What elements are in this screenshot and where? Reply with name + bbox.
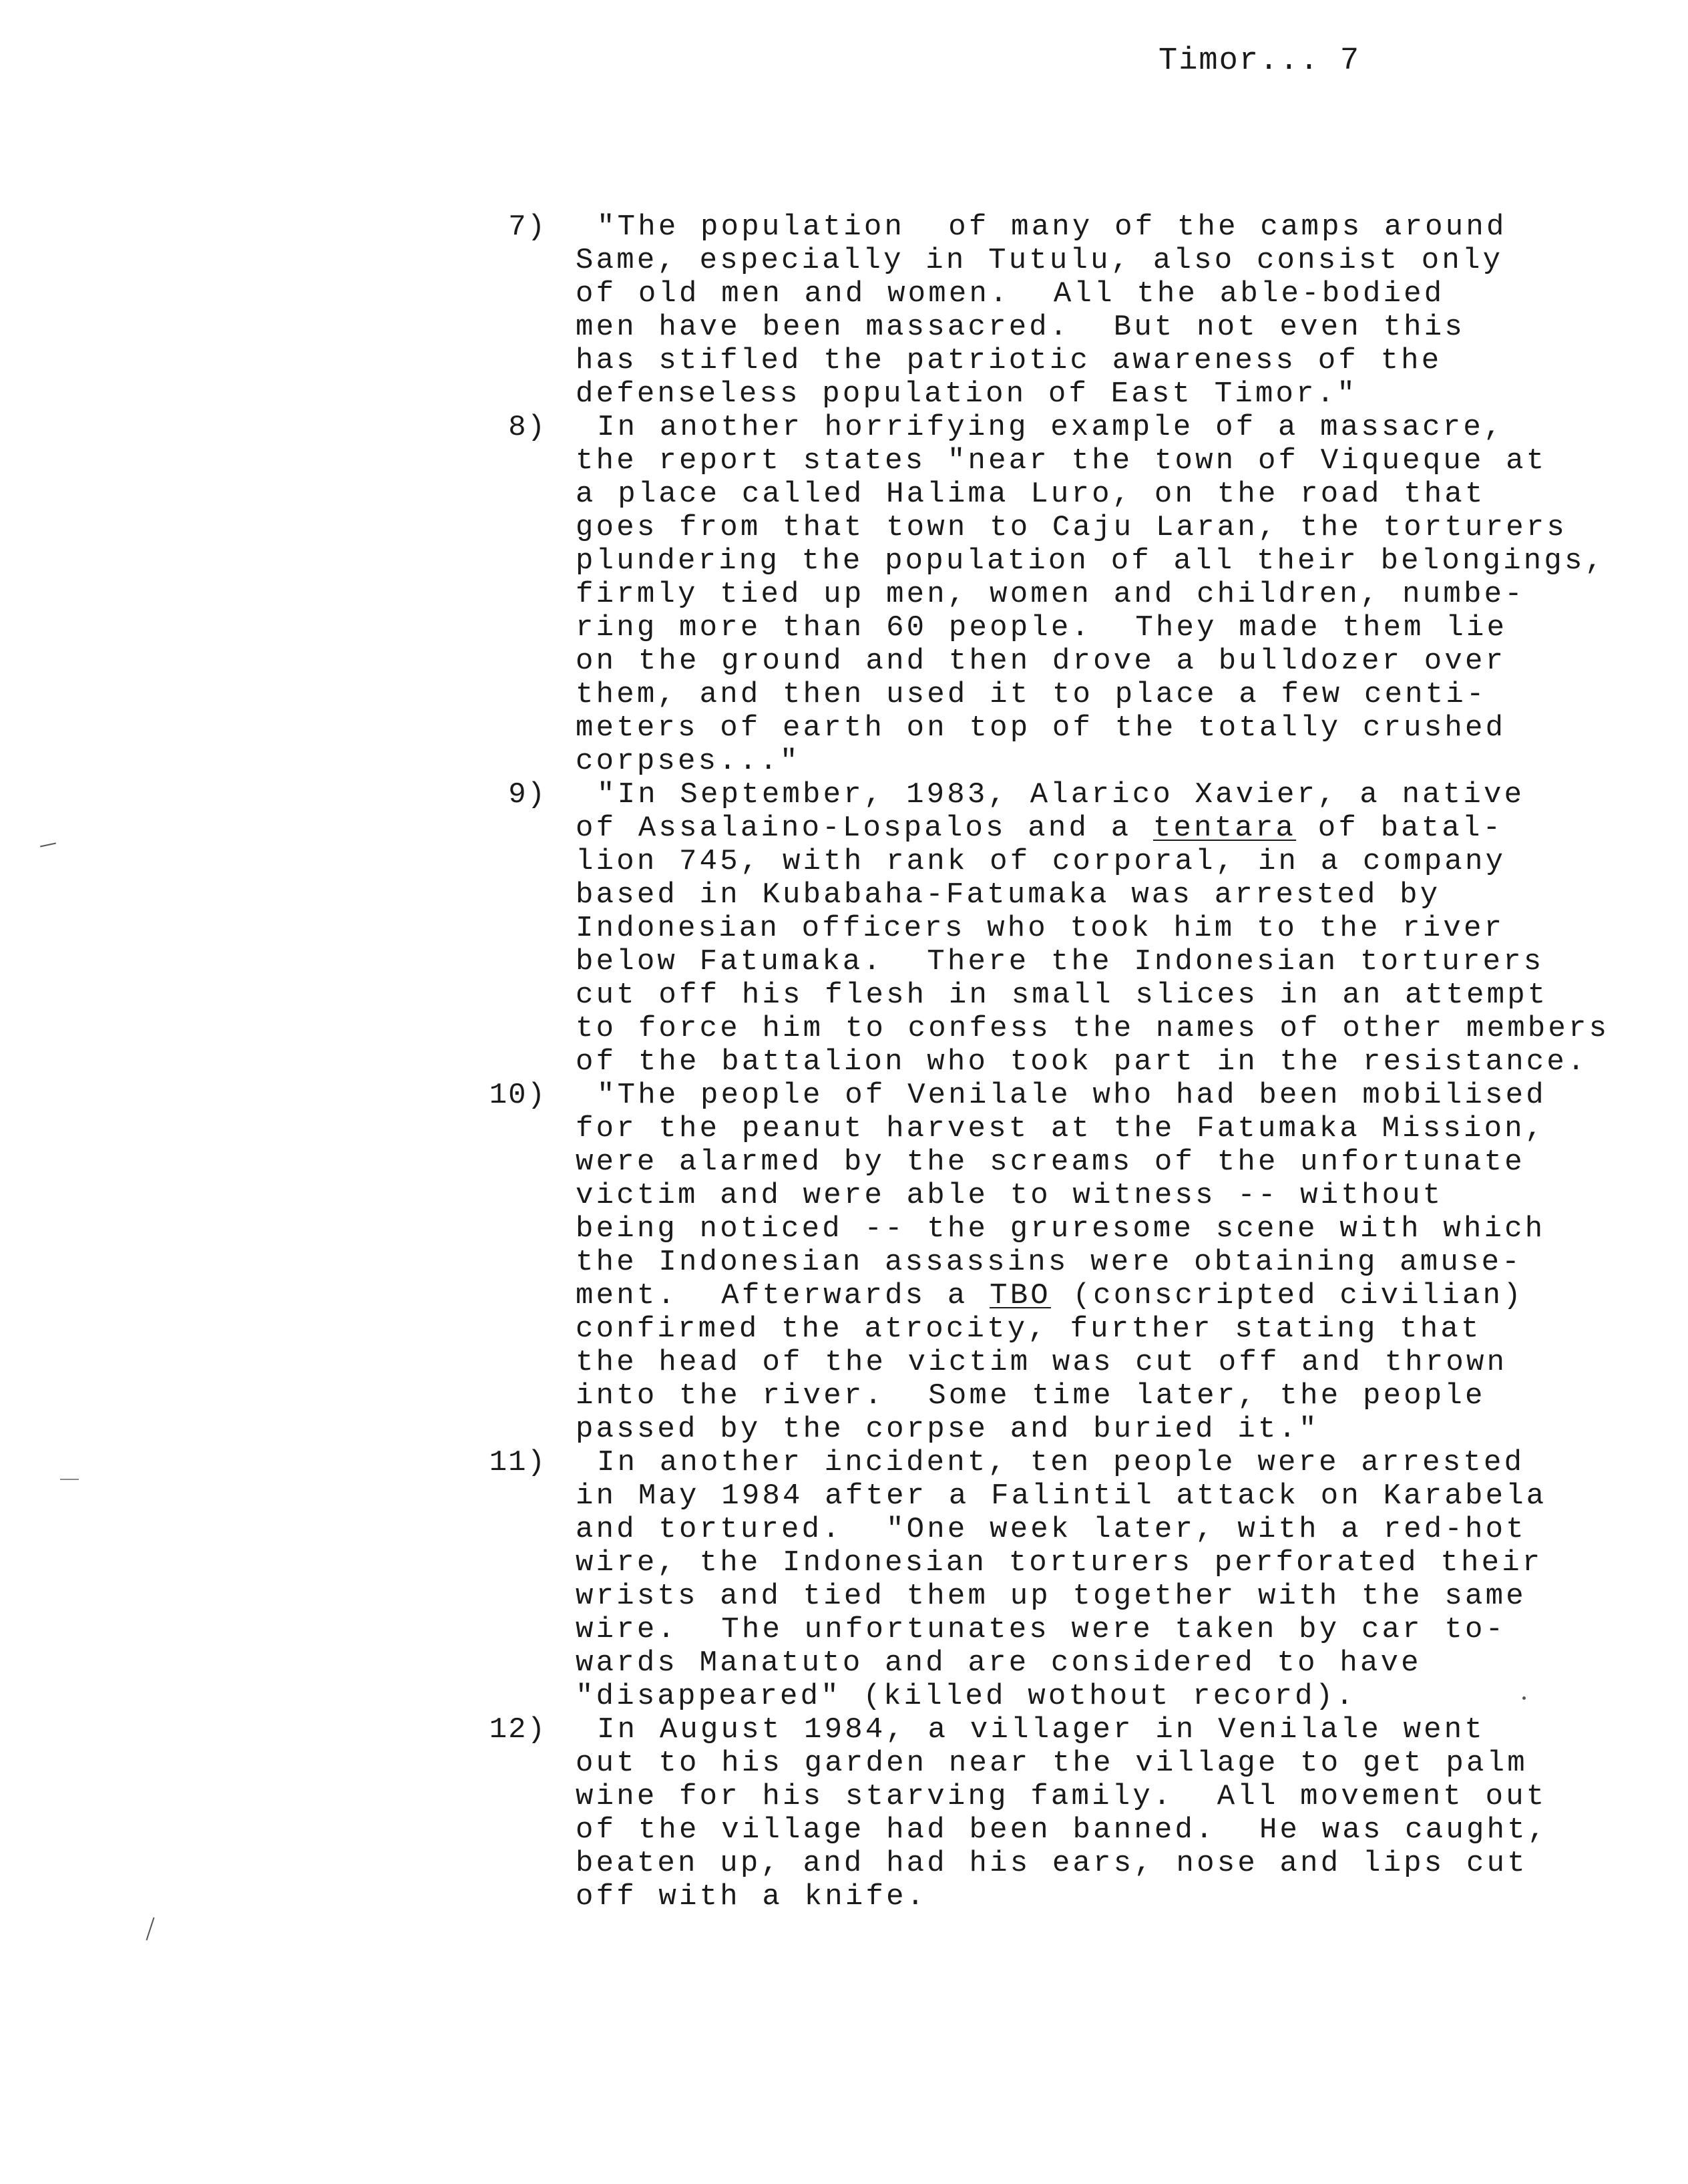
text-line: of the village had been banned. He was caught, <box>576 1813 1548 1847</box>
paragraph-number: 9) <box>508 778 546 811</box>
text-line: plundering the population of all their belongings, <box>576 544 1606 578</box>
text-line: meters of earth on top of the totally crushed <box>576 711 1506 745</box>
text-line: passed by the corpse and buried it." <box>576 1413 1319 1446</box>
text-line: Same, especially in Tutulu, also consist only <box>576 244 1504 277</box>
scan-mark-left-lower <box>60 1479 79 1480</box>
text-line: for the peanut harvest at the Fatumaka Mission, <box>576 1112 1546 1145</box>
text-line: the Indonesian assassins were obtaining amuse- <box>576 1246 1522 1279</box>
paragraph-text <box>576 1079 1688 1446</box>
numbered-paragraph <box>0 778 1688 1079</box>
text-line: wire, the Indonesian torturers perforated their <box>576 1546 1543 1580</box>
numbered-paragraph <box>0 1079 1688 1446</box>
numbered-paragraph <box>0 411 1688 778</box>
page-header: Timor... 7 <box>1158 43 1361 79</box>
paragraph-number: 11) <box>489 1446 546 1479</box>
text-line: beaten up, and had his ears, nose and lips cut <box>576 1847 1528 1880</box>
text-line: wrists and tied them up together with the same <box>576 1580 1526 1613</box>
text-line: Indonesian officers who took him to the river <box>576 912 1505 945</box>
numbered-paragraph <box>0 1713 1688 1914</box>
text-line: and tortured. "One week later, with a red-hot <box>576 1513 1526 1546</box>
paragraph-number: 7) <box>508 210 546 244</box>
text-line: off with a knife. <box>576 1880 927 1914</box>
paragraph-number: 12) <box>489 1713 546 1747</box>
text-line: men have been massacred. But not even this <box>576 311 1465 344</box>
text-line: were alarmed by the screams of the unfortunate <box>576 1145 1525 1179</box>
text-line: "The population of many of the camps around <box>597 210 1507 244</box>
text-line: defenseless population of East Timor." <box>576 377 1357 411</box>
paragraph-number: 8) <box>508 411 546 444</box>
numbered-paragraph <box>0 210 1688 411</box>
text-line: ring more than 60 people. They made them lie <box>576 611 1508 645</box>
scan-mark-bottom-slash <box>146 1918 154 1941</box>
text-line: them, and then used it to place a few centi- <box>576 678 1487 711</box>
numbered-paragraph <box>0 1446 1688 1713</box>
text-line: confirmed the atrocity, further stating that <box>576 1312 1482 1346</box>
paragraph-text <box>576 1446 1688 1713</box>
text-line: based in Kubabaha-Fatumaka was arrested by <box>576 878 1441 912</box>
text-line: In another incident, ten people were arrested <box>597 1446 1525 1479</box>
text-line: of Assalaino-Lospalos and a tentara of batal- <box>576 811 1504 845</box>
numbered-paragraph-list <box>0 210 1688 1914</box>
text-line: cut off his flesh in small slices in an attempt <box>576 978 1548 1012</box>
text-line: "In September, 1983, Alarico Xavier, a native <box>597 778 1525 811</box>
text-line: In August 1984, a villager in Venilale went <box>597 1713 1485 1747</box>
text-line: firmly tied up men, women and children, numbe- <box>576 578 1525 611</box>
text-line: being noticed -- the gruresome scene with which <box>576 1212 1546 1246</box>
text-line: has stifled the patriotic awareness of the <box>576 344 1442 377</box>
text-line: victim and were able to witness -- without <box>576 1179 1444 1212</box>
text-line: of the battalion who took part in the resistance. <box>576 1045 1588 1079</box>
text-line: the head of the victim was cut off and thrown <box>576 1346 1508 1379</box>
text-line: the report states "near the town of Viqueque at <box>576 444 1547 478</box>
text-line: of old men and women. All the able-bodied <box>576 277 1445 311</box>
text-line: wine for his starving family. All movement out <box>576 1780 1547 1813</box>
text-line: corpses..." <box>576 745 801 778</box>
paragraph-text <box>576 411 1688 778</box>
text-line: wards Manatuto and are considered to have <box>576 1646 1422 1680</box>
paragraph-text <box>576 778 1688 1079</box>
text-line: "The people of Venilale who had been mobilised <box>597 1079 1546 1112</box>
text-line: on the ground and then drove a bulldozer over <box>576 645 1506 678</box>
underlined-term: TBO <box>990 1279 1051 1312</box>
text-line: in May 1984 after a Falintil attack on Karabela <box>576 1479 1547 1513</box>
scan-mark-dot <box>1522 1696 1526 1700</box>
text-line: lion 745, with rank of corporal, in a company <box>576 845 1506 878</box>
text-line: ment. Afterwards a TBO (conscripted civilian) <box>576 1279 1524 1312</box>
paragraph-text <box>576 1713 1688 1914</box>
text-line: goes from that town to Caju Laran, the torturers <box>576 511 1568 544</box>
text-line: into the river. Some time later, the people <box>576 1379 1486 1413</box>
text-line: a place called Halima Luro, on the road that <box>576 478 1486 511</box>
text-line: out to his garden near the village to get palm <box>576 1747 1528 1780</box>
underlined-term: tentara <box>1152 811 1297 845</box>
text-line: below Fatumaka. There the Indonesian torturers <box>576 945 1544 978</box>
paragraph-number: 10) <box>489 1079 546 1112</box>
text-line: wire. The unfortunates were taken by car to- <box>576 1613 1506 1646</box>
paragraph-text <box>576 210 1688 411</box>
text-line: In another horrifying example of a massacre, <box>597 411 1504 444</box>
text-line: to force him to confess the names of other members <box>576 1012 1610 1045</box>
text-line: "disappeared" (killed wothout record). <box>576 1680 1356 1713</box>
